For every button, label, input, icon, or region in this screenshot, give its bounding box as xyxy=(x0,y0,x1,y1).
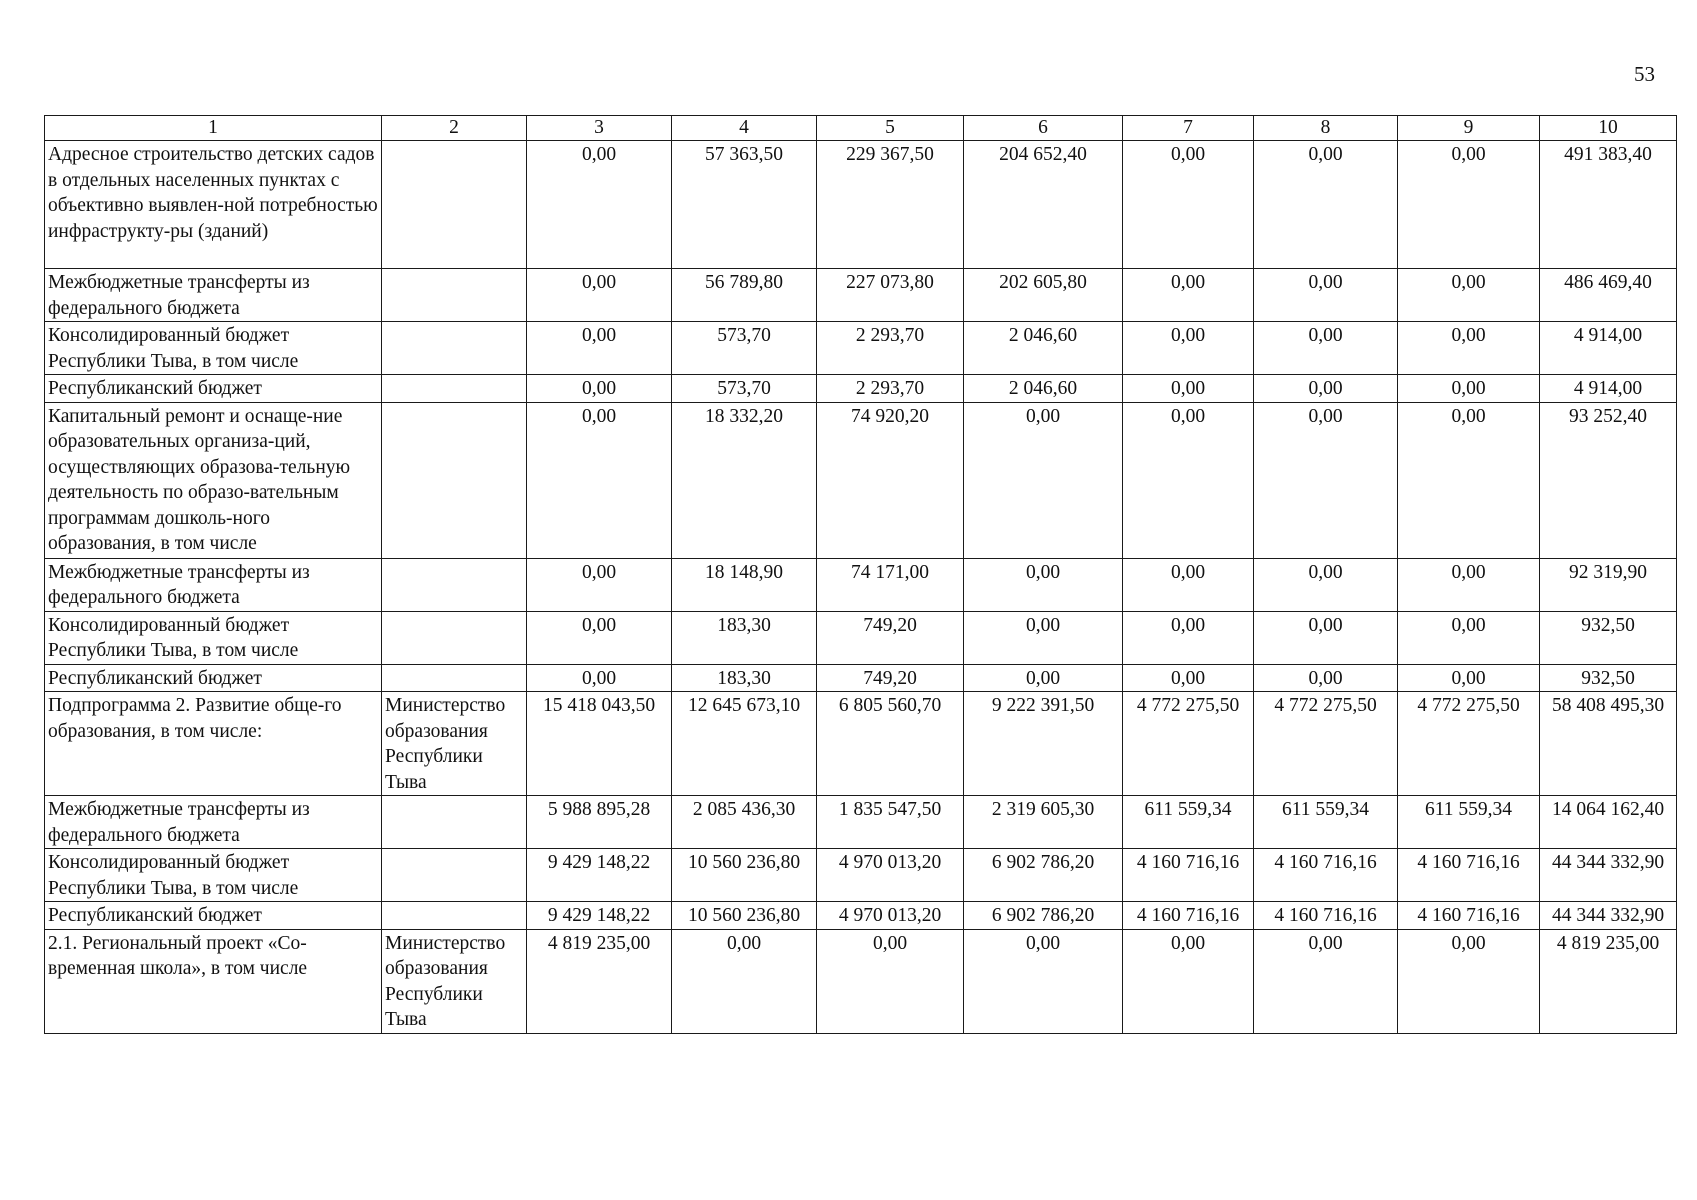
table-row xyxy=(45,796,1677,849)
value-cell-col-3: 0,00 xyxy=(527,269,672,322)
value-cell-col-9: 0,00 xyxy=(1398,375,1540,403)
row-executor xyxy=(382,611,527,664)
value-cell-col-3: 0,00 xyxy=(527,558,672,611)
column-header-8: 8 xyxy=(1254,116,1398,141)
value-cell-col-8: 0,00 xyxy=(1254,929,1398,1033)
value-cell-col-6: 204 652,40 xyxy=(964,141,1123,269)
table-row xyxy=(45,664,1677,692)
row-name: Консолидированный бюджет Республики Тыва, в том числе xyxy=(45,322,382,375)
value-cell-col-6: 0,00 xyxy=(964,664,1123,692)
value-cell-col-9: 0,00 xyxy=(1398,929,1540,1033)
value-cell-col-3: 0,00 xyxy=(527,375,672,403)
table-row xyxy=(45,929,1677,1033)
row-executor xyxy=(382,141,527,269)
value-cell-col-7: 0,00 xyxy=(1123,611,1254,664)
value-cell-col-7: 0,00 xyxy=(1123,558,1254,611)
value-cell-col-3: 4 819 235,00 xyxy=(527,929,672,1033)
column-header-1: 1 xyxy=(45,116,382,141)
column-header-4: 4 xyxy=(672,116,817,141)
value-cell-col-10: 4 914,00 xyxy=(1540,375,1677,403)
value-cell-col-6: 0,00 xyxy=(964,611,1123,664)
value-cell-col-9: 0,00 xyxy=(1398,402,1540,558)
table-row xyxy=(45,322,1677,375)
row-executor xyxy=(382,558,527,611)
row-name: Республиканский бюджет xyxy=(45,664,382,692)
value-cell-col-3: 5 988 895,28 xyxy=(527,796,672,849)
value-cell-col-10: 4 914,00 xyxy=(1540,322,1677,375)
value-cell-col-4: 2 085 436,30 xyxy=(672,796,817,849)
row-name: Консолидированный бюджет Республики Тыва, в том числе xyxy=(45,849,382,902)
value-cell-col-10: 4 819 235,00 xyxy=(1540,929,1677,1033)
value-cell-col-7: 4 160 716,16 xyxy=(1123,849,1254,902)
value-cell-col-4: 573,70 xyxy=(672,375,817,403)
value-cell-col-7: 0,00 xyxy=(1123,322,1254,375)
value-cell-col-8: 0,00 xyxy=(1254,141,1398,269)
table-row xyxy=(45,269,1677,322)
table-row xyxy=(45,692,1677,796)
value-cell-col-3: 9 429 148,22 xyxy=(527,902,672,930)
row-name: Капитальный ремонт и оснаще-ние образовательных организа-ций, осуществляющих образова-тельную деятельность по образо-вательным программам дошколь-ного образования, в том числе xyxy=(45,402,382,558)
row-executor xyxy=(382,902,527,930)
value-cell-col-9: 611 559,34 xyxy=(1398,796,1540,849)
value-cell-col-4: 18 148,90 xyxy=(672,558,817,611)
value-cell-col-6: 2 046,60 xyxy=(964,322,1123,375)
value-cell-col-4: 12 645 673,10 xyxy=(672,692,817,796)
value-cell-col-6: 6 902 786,20 xyxy=(964,849,1123,902)
column-header-7: 7 xyxy=(1123,116,1254,141)
value-cell-col-9: 0,00 xyxy=(1398,141,1540,269)
value-cell-col-6: 0,00 xyxy=(964,929,1123,1033)
value-cell-col-8: 0,00 xyxy=(1254,322,1398,375)
value-cell-col-3: 0,00 xyxy=(527,402,672,558)
value-cell-col-10: 58 408 495,30 xyxy=(1540,692,1677,796)
value-cell-col-4: 18 332,20 xyxy=(672,402,817,558)
value-cell-col-4: 57 363,50 xyxy=(672,141,817,269)
value-cell-col-5: 74 920,20 xyxy=(817,402,964,558)
budget-table xyxy=(44,115,1677,1034)
row-executor xyxy=(382,402,527,558)
value-cell-col-8: 0,00 xyxy=(1254,402,1398,558)
value-cell-col-5: 4 970 013,20 xyxy=(817,849,964,902)
table-row xyxy=(45,558,1677,611)
row-name: 2.1. Региональный проект «Со-временная школа», в том числе xyxy=(45,929,382,1033)
value-cell-col-8: 611 559,34 xyxy=(1254,796,1398,849)
value-cell-col-3: 0,00 xyxy=(527,611,672,664)
value-cell-col-7: 0,00 xyxy=(1123,141,1254,269)
row-name: Межбюджетные трансферты из федерального бюджета xyxy=(45,796,382,849)
row-name: Межбюджетные трансферты из федерального бюджета xyxy=(45,558,382,611)
value-cell-col-8: 0,00 xyxy=(1254,558,1398,611)
value-cell-col-5: 2 293,70 xyxy=(817,322,964,375)
value-cell-col-5: 2 293,70 xyxy=(817,375,964,403)
value-cell-col-4: 10 560 236,80 xyxy=(672,902,817,930)
column-header-5: 5 xyxy=(817,116,964,141)
value-cell-col-9: 0,00 xyxy=(1398,322,1540,375)
value-cell-col-9: 0,00 xyxy=(1398,558,1540,611)
row-executor: Министерство образования Республики Тыва xyxy=(382,929,527,1033)
value-cell-col-4: 0,00 xyxy=(672,929,817,1033)
value-cell-col-4: 573,70 xyxy=(672,322,817,375)
value-cell-col-6: 2 319 605,30 xyxy=(964,796,1123,849)
value-cell-col-8: 4 160 716,16 xyxy=(1254,902,1398,930)
row-name: Республиканский бюджет xyxy=(45,375,382,403)
value-cell-col-7: 4 772 275,50 xyxy=(1123,692,1254,796)
value-cell-col-8: 0,00 xyxy=(1254,664,1398,692)
row-executor xyxy=(382,322,527,375)
value-cell-col-5: 4 970 013,20 xyxy=(817,902,964,930)
table-body xyxy=(45,141,1677,1034)
column-header-6: 6 xyxy=(964,116,1123,141)
value-cell-col-10: 932,50 xyxy=(1540,664,1677,692)
value-cell-col-4: 56 789,80 xyxy=(672,269,817,322)
row-name: Межбюджетные трансферты из федерального бюджета xyxy=(45,269,382,322)
value-cell-col-7: 611 559,34 xyxy=(1123,796,1254,849)
value-cell-col-8: 0,00 xyxy=(1254,611,1398,664)
value-cell-col-10: 93 252,40 xyxy=(1540,402,1677,558)
table-row xyxy=(45,611,1677,664)
value-cell-col-8: 4 160 716,16 xyxy=(1254,849,1398,902)
value-cell-col-10: 44 344 332,90 xyxy=(1540,849,1677,902)
row-name: Консолидированный бюджет Республики Тыва, в том числе xyxy=(45,611,382,664)
value-cell-col-9: 4 160 716,16 xyxy=(1398,849,1540,902)
table-row xyxy=(45,402,1677,558)
value-cell-col-5: 749,20 xyxy=(817,611,964,664)
value-cell-col-10: 932,50 xyxy=(1540,611,1677,664)
row-executor xyxy=(382,269,527,322)
table-row xyxy=(45,849,1677,902)
value-cell-col-10: 486 469,40 xyxy=(1540,269,1677,322)
value-cell-col-7: 4 160 716,16 xyxy=(1123,902,1254,930)
value-cell-col-6: 9 222 391,50 xyxy=(964,692,1123,796)
value-cell-col-3: 15 418 043,50 xyxy=(527,692,672,796)
value-cell-col-6: 202 605,80 xyxy=(964,269,1123,322)
value-cell-col-9: 0,00 xyxy=(1398,269,1540,322)
value-cell-col-3: 9 429 148,22 xyxy=(527,849,672,902)
value-cell-col-10: 44 344 332,90 xyxy=(1540,902,1677,930)
value-cell-col-3: 0,00 xyxy=(527,141,672,269)
value-cell-col-5: 1 835 547,50 xyxy=(817,796,964,849)
row-executor xyxy=(382,375,527,403)
value-cell-col-7: 0,00 xyxy=(1123,664,1254,692)
value-cell-col-4: 183,30 xyxy=(672,664,817,692)
header-row xyxy=(45,116,1677,141)
row-executor xyxy=(382,664,527,692)
table-row xyxy=(45,375,1677,403)
value-cell-col-5: 227 073,80 xyxy=(817,269,964,322)
table-row xyxy=(45,902,1677,930)
value-cell-col-6: 0,00 xyxy=(964,402,1123,558)
value-cell-col-7: 0,00 xyxy=(1123,269,1254,322)
column-header-10: 10 xyxy=(1540,116,1677,141)
value-cell-col-5: 0,00 xyxy=(817,929,964,1033)
row-executor: Министерство образования Республики Тыва xyxy=(382,692,527,796)
value-cell-col-3: 0,00 xyxy=(527,322,672,375)
value-cell-col-10: 491 383,40 xyxy=(1540,141,1677,269)
page-number: 53 xyxy=(1634,62,1655,86)
column-header-2: 2 xyxy=(382,116,527,141)
column-header-3: 3 xyxy=(527,116,672,141)
value-cell-col-8: 0,00 xyxy=(1254,269,1398,322)
row-name: Адресное строительство детских садов в отдельных населенных пунктах с объективно выявлен-ной потребностью инфраструкту-ры (зданий) xyxy=(45,141,382,269)
value-cell-col-4: 183,30 xyxy=(672,611,817,664)
value-cell-col-10: 14 064 162,40 xyxy=(1540,796,1677,849)
value-cell-col-6: 2 046,60 xyxy=(964,375,1123,403)
value-cell-col-10: 92 319,90 xyxy=(1540,558,1677,611)
value-cell-col-3: 0,00 xyxy=(527,664,672,692)
value-cell-col-5: 229 367,50 xyxy=(817,141,964,269)
value-cell-col-9: 0,00 xyxy=(1398,611,1540,664)
value-cell-col-7: 0,00 xyxy=(1123,375,1254,403)
value-cell-col-7: 0,00 xyxy=(1123,929,1254,1033)
value-cell-col-7: 0,00 xyxy=(1123,402,1254,558)
table-header xyxy=(45,116,1677,141)
table-row xyxy=(45,141,1677,269)
value-cell-col-8: 0,00 xyxy=(1254,375,1398,403)
row-executor xyxy=(382,849,527,902)
column-header-9: 9 xyxy=(1398,116,1540,141)
value-cell-col-6: 6 902 786,20 xyxy=(964,902,1123,930)
value-cell-col-9: 4 160 716,16 xyxy=(1398,902,1540,930)
value-cell-col-5: 6 805 560,70 xyxy=(817,692,964,796)
row-name: Подпрограмма 2. Развитие обще-го образования, в том числе: xyxy=(45,692,382,796)
value-cell-col-9: 0,00 xyxy=(1398,664,1540,692)
value-cell-col-5: 74 171,00 xyxy=(817,558,964,611)
row-executor xyxy=(382,796,527,849)
value-cell-col-8: 4 772 275,50 xyxy=(1254,692,1398,796)
value-cell-col-9: 4 772 275,50 xyxy=(1398,692,1540,796)
value-cell-col-4: 10 560 236,80 xyxy=(672,849,817,902)
row-name: Республиканский бюджет xyxy=(45,902,382,930)
value-cell-col-5: 749,20 xyxy=(817,664,964,692)
value-cell-col-6: 0,00 xyxy=(964,558,1123,611)
